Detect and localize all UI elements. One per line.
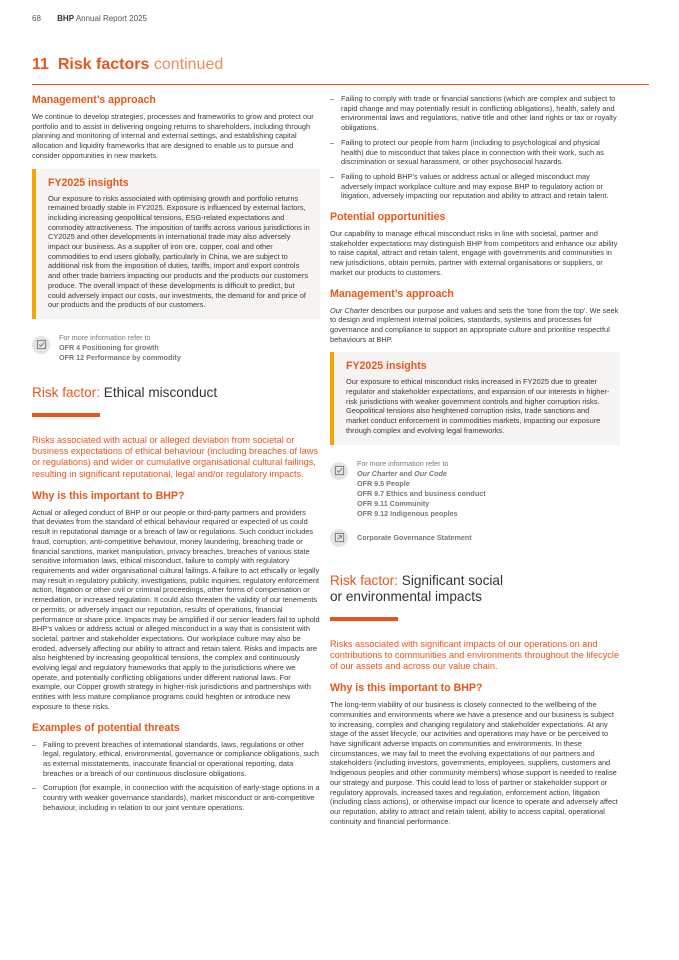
- why-heading: Why is this important to BHP?: [32, 489, 185, 502]
- info-link[interactable]: OFR 9.12 Indigenous peoples: [357, 508, 458, 518]
- continued-label: continued: [153, 56, 224, 73]
- list-item: – Failing to comply with trade or financial sanctions (which are complex and subject to rapid change and may potentially result in conflicting obligations), health, safety and environmental laws and regulations, native title and other land rights or tax or royalty obligations.: [330, 94, 620, 133]
- section-number: 11: [32, 56, 49, 73]
- insights-text: Our exposure to ethical misconduct risks increased in FY2025 due to greater regulator and stakeholder expectations, and expansion of our interests in higher-risk jurisdictions with weaker government controls and higher corruption risks. Geopolitical tensions also heightened corruption risks, trade sanctions and market conduct enforcement in commodities markets, impacting our exposure through complex and evolving legal frameworks.: [346, 377, 610, 435]
- risk-factor-title: [330, 573, 620, 605]
- left-column: [32, 94, 320, 818]
- mgmt-text: We continue to develop strategies, processes and frameworks to grow and protect our portfolio and to assist in delivering ongoing returns to shareholders, including through planning and monitoring of internal and external settings, and establishing capital allocation and liquidity frameworks that are designed to enable us to pursue and consider opportunities in new markets.: [32, 112, 314, 160]
- section-title: Risk factors: [57, 56, 150, 73]
- insights-box: [330, 352, 620, 444]
- info-link[interactable]: OFR 9.11 Community: [357, 498, 430, 508]
- threats-heading: Examples of potential threats: [32, 721, 180, 734]
- risk-factor-title: [32, 385, 320, 401]
- insights-text: Our exposure to risks associated with optimising growth and portfolio returns remained broadly stable in FY2025. Exposure is influenced by external factors, including increasing geopolitical tensions, ESG-related expectations and commodity attractiveness. The imposition of tariffs across various jurisdictions in CY2025 and other developments in international trade may also adversely impact our business. As a supplier of iron ore, copper, coal and other commodities to end users globally, particularly in China, we are subject to additional risk from the imposition of duties, tariffs, import and export controls and other trade barriers impacting our products and the products our customers produce. The overall impact of these developments is difficult to predict, but could adversely impact our costs, our investments, the demand for and price of our products and the products of our customers.: [48, 193, 310, 310]
- governance-link[interactable]: Corporate Governance Statement: [357, 532, 472, 542]
- risk-factor-name-line2: or environmental impacts: [330, 588, 482, 604]
- report-name: Annual Report 2025: [75, 14, 147, 23]
- why-text: The long-term viability of our business is closely connected to the wellbeing of the communities and environments where we have a presence and our business is subject to increasing, complex and changing regulatory and stakeholder expectations. At any stage of the asset lifecycle, our activities and operations may have or be perceived to have significant adverse impacts on communities and environments. In these circumstances, we may fail to meet the evolving expectations of our partners and stakeholders (including investors, governments, employees, suppliers, customers and Indigenous peoples and other community members) whose support is needed to realise our strategy and purpose. This could lead to loss of partner or stakeholder support or regulatory approvals, increased taxes and regulation, enforcement action, litigation (including class actions), or otherwise impact our licence to operate and adversely affect our reputation, ability to attract and retain talent, ability to access capital, operational continuity and financial performance.: [330, 700, 618, 826]
- more-info-block: [330, 459, 620, 519]
- why-text: Actual or alleged conduct of BHP or our people or third-party partners and providers that deviates from the standard of ethical behaviour required or expected of us could result in reputational damage or a breach of law or regulations. Such conduct includes fraud, corruption, anti-competitive behaviour, money laundering, breaching trade or financial sanctions, market manipulation, privacy breaches, breaches of various state sensitive information laws, ethical misconduct, failure to comply with regulatory requirements and wider organisational cultural failings. A failure to act ethically or legally may result in regulatory publicity, investigations, public inquiries, regulatory enforcement action, litigation or other civil or criminal proceedings, other forms of compensation or remediation, or increased regulation. It could also threaten the validity of our tenements or permits, or adversely impact our reputation, results of operations, financial performance or share price. Impacts may be amplified if our senior leaders fail to uphold BHP’s values or address actual or alleged misconduct in a way that is consistent with societal, partner and stakeholder expectations. Our workplace culture may also be eroded, adversely affecting our ability to attract and retain talent. Risks and impacts are also heightened by increasing geopolitical tensions, the complex and continuously evolving legal and regulatory frameworks that apply to the jurisdictions where we operate, and potentially conflicting obligations under different national laws. For example, our Copper growth strategy in higher-risk jurisdictions and partnerships with entities with less mature compliance programs could heighten or introduce new exposure to these risks.: [32, 507, 320, 711]
- list-item: – Failing to uphold BHP’s values or address actual or alleged misconduct may adversely impact workplace culture and may expose BHP to regulatory action or litigation, adversely impacting our reputation and ability to attract and retain talent.: [330, 172, 620, 201]
- document-check-icon: [330, 462, 348, 480]
- running-header: [32, 14, 147, 23]
- mgmt-heading: Management’s approach: [330, 287, 454, 300]
- opportunities-heading: Potential opportunities: [330, 211, 446, 224]
- risk-factor-label: Risk factor:: [32, 384, 100, 400]
- info-link[interactable]: OFR 9.7 Ethics and business conduct: [357, 488, 486, 498]
- list-item: – Failing to prevent breaches of international standards, laws, regulations or other legal, regulatory, ethical, environmental, governance or compliance obligations, such as external misstatements, inaccurate financial or operational reporting, data breaches or a breach of our continuous disclosure obligations.: [32, 740, 320, 779]
- info-intro: For more information refer to: [59, 332, 151, 342]
- company-name: BHP: [57, 14, 75, 23]
- document-check-icon: [32, 336, 50, 354]
- threats-list-continued: [330, 94, 620, 201]
- opportunities-text: Our capability to manage ethical misconduct risks in line with societal, partner and stakeholder expectations may distinguish BHP from competitors and enhance our ability to raise capital, attract and retain talent, engage with governments and communities in new jurisdictions, obtain permits, partner with external organisations or suppliers, or market our products to customers.: [330, 229, 618, 277]
- charter-link[interactable]: Our Charter and Our Code: [357, 468, 447, 478]
- risk-factor-name: Significant social: [401, 572, 504, 588]
- threats-list: [32, 740, 320, 813]
- insights-heading: FY2025 insights: [48, 176, 129, 189]
- insights-heading: FY2025 insights: [346, 360, 427, 373]
- risk-factor-label: Risk factor:: [330, 572, 398, 588]
- risk-lead-text: Risks associated with actual or alleged deviation from societal or business expectations of ethical behaviour (including breaches of laws or regulations) and wider or cumulative organisational cultural failings, resulting in significant reputational, legal and/or regulatory impacts.: [32, 434, 319, 479]
- governance-link-block: [330, 526, 620, 547]
- mgmt-heading: Management’s approach: [32, 94, 156, 106]
- list-item: – Corruption (for example, in connection with the acquisition of early-stage options in a country with weaker governance standards), market misconduct or anti-competitive behaviour, including in relation to our joint venture operations.: [32, 783, 320, 812]
- info-intro: For more information refer to: [357, 458, 449, 468]
- info-link[interactable]: OFR 12 Performance by commodity: [59, 352, 181, 362]
- info-link[interactable]: OFR 4 Positioning for growth: [59, 342, 159, 352]
- title-rule: [32, 84, 649, 85]
- mgmt-text: Our Charter describes our purpose and values and sets the ‘tone from the top’. We seek to design and implement internal policies, standards, systems and processes for governance and compliance to support an appropriate culture and prioritise respectful behaviours at BHP.: [330, 305, 619, 344]
- right-column: [330, 94, 620, 833]
- list-item: – Failing to protect our people from harm (including to psychological and physical health) due to misconduct that takes place in connection with their work, such as discrimination or sexual harassment, or other psychosocial hazards.: [330, 138, 620, 167]
- accent-bar: [32, 413, 100, 417]
- charter-italic: Our Charter: [330, 305, 370, 315]
- page-number: 68: [32, 14, 41, 23]
- more-info-block: [32, 333, 320, 363]
- insights-box: [32, 169, 320, 319]
- external-link-icon: [330, 529, 348, 547]
- info-link[interactable]: OFR 9.5 People: [357, 478, 410, 488]
- risk-factor-name: Ethical misconduct: [103, 384, 218, 400]
- page-title: [32, 56, 223, 74]
- risk-lead-text: Risks associated with significant impacts of our operations on and contributions to communities and environments throughout the lifecycle of our assets and across our value chain.: [330, 638, 620, 671]
- why-heading: Why is this important to BHP?: [330, 682, 483, 695]
- accent-bar: [330, 617, 398, 621]
